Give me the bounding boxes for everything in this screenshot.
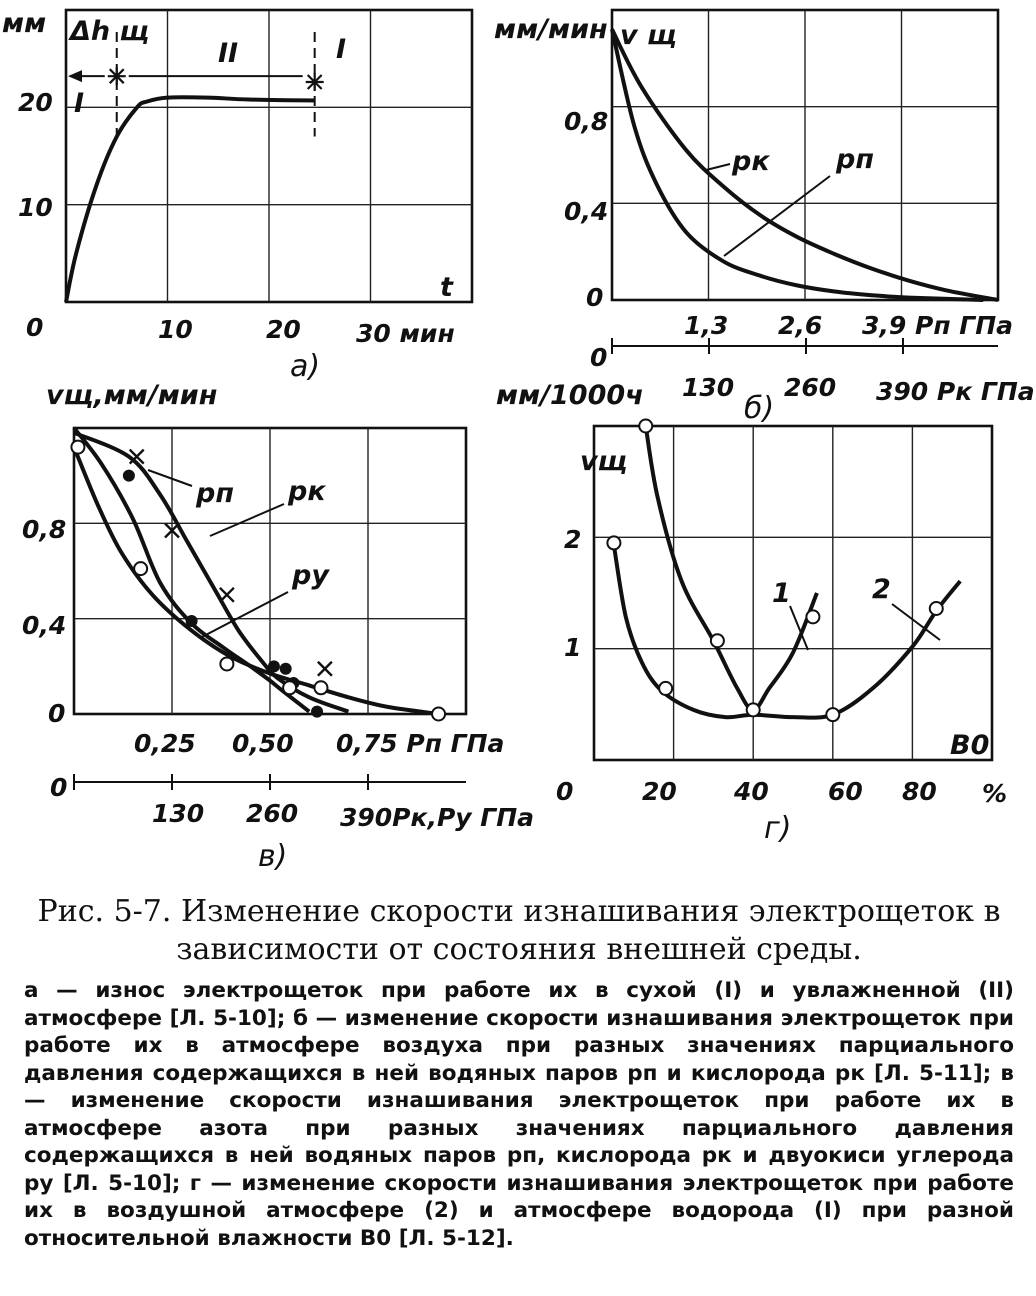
panel-v-pp-point-filled (280, 663, 292, 675)
panel-v-rate-vs-pressure-nitrogen (22, 380, 534, 874)
panel-g-s2-point-open (930, 602, 943, 615)
panel-b-y-label: v щ (620, 20, 677, 51)
panel-v-series-label-pk: pк (288, 476, 326, 507)
panel-a-star-marker (306, 73, 324, 91)
panel-g-y-tick-2: 2 (564, 525, 582, 554)
panel-v-bottom-tick-0: 0 (50, 773, 68, 802)
panel-b-leader-pk (706, 164, 730, 170)
panel-g-x-tick-0: 0 (556, 777, 574, 806)
panel-g-x-tick-percent: % (982, 779, 1008, 808)
panel-a-y-unit: мм (2, 8, 47, 39)
panel-b-series-label-pk: pк (732, 146, 770, 177)
panel-v-pk-point-cross (220, 588, 234, 602)
panel-v-y-label: vщ,мм/мин (46, 380, 218, 411)
panel-g-s1-point-open (806, 610, 819, 623)
panel-a-x-label: t (440, 272, 453, 303)
panel-g-label: г) (764, 811, 792, 846)
panel-g-y-tick-1: 1 (564, 633, 582, 662)
panel-v-series-label-pp: pп (196, 478, 234, 509)
panel-g-s2-point-open (659, 682, 672, 695)
panel-g-s2-point-open (607, 536, 620, 549)
panel-b-y-tick-0: 0 (586, 283, 604, 312)
panel-v-py-point-open (71, 441, 84, 454)
panel-v-pp-point-filled (186, 615, 198, 627)
panel-v-py-point-open (314, 681, 327, 694)
panel-b-bottom-tick-2: 260 (784, 373, 837, 402)
panel-a-y-tick-20: 20 (18, 88, 53, 117)
panel-v-bottom-tick-2: 260 (246, 799, 299, 828)
panel-g-y-label: vщ (580, 446, 628, 477)
panel-b-y-tick-0-4: 0,4 (564, 197, 609, 226)
panel-b-series-label-pp: pп (836, 144, 874, 175)
panel-v-bottom-tick-1: 130 (152, 799, 205, 828)
panel-g-x-tick-40: 40 (734, 777, 769, 806)
panel-b-bottom-tick-1: 130 (682, 373, 735, 402)
panel-v-curve-py (74, 447, 439, 714)
panel-b-rate-vs-pressure-air (494, 10, 1035, 426)
panel-g-s2-point-open (826, 708, 839, 721)
panel-a-zone-label-I-left: I (74, 88, 85, 119)
panel-v-py-point-open (220, 657, 233, 670)
panel-b-y-unit: мм/мин (494, 14, 608, 45)
panel-a-label: а) (290, 349, 321, 384)
panel-a-zone-label-II: II (218, 38, 239, 69)
panel-a-wear-vs-time (2, 8, 472, 384)
panel-b-curve-pp (612, 29, 983, 300)
panel-v-y-tick-0-8: 0,8 (22, 515, 67, 544)
panel-v-py-point-open (134, 562, 147, 575)
panel-a-x-tick-10: 10 (158, 315, 193, 344)
panel-b-y-tick-0-8: 0,8 (564, 107, 609, 136)
panel-v-y-tick-0: 0 (48, 699, 66, 728)
panel-v-leader-py (200, 592, 288, 638)
panel-g-curve-1 (646, 426, 817, 710)
panel-v-label: в) (258, 839, 288, 874)
panel-v-py-point-open (283, 681, 296, 694)
panel-v-pp-point-filled (268, 660, 280, 672)
panel-v-pp-point-filled (123, 470, 135, 482)
panel-g-s1-point-open (747, 703, 760, 716)
panel-a-zone-label-I-right: I (336, 34, 347, 65)
panel-a-wear-curve (66, 97, 315, 302)
panel-a-x-tick-0: 0 (26, 313, 44, 342)
panel-v-series-label-py: pу (292, 560, 329, 591)
panel-v-bottom-tick-3: 390Pк,Pу ГПа (340, 803, 535, 832)
caption-body: а — износ электрощеток при работе их в сухой (I) и увлажненной (II) атмосфере [Л. 5-10]; б — изменение скорости изнашивания электрощеток при работе их в атмосфере воздуха при разных значениях парциального давления содержащихся в ней водяных паров pп и кислорода pк [Л. 5-11]; в — изменение скорости изнашивания электрощеток при работе их в атмосфере азота при разных значениях парциального давления содержащихся в ней водяных паров pп, кислорода pк и двуокиси углерода pу [Л. 5-10]; г — изменение скорости изнашивания электрощеток при работе их в воздушной атмосфере (2) и атмосфере водорода (I) при разной относительной влажности B0 [Л. 5-12]. (24, 978, 1014, 1251)
panel-b-bottom-tick-3: 390 Pк ГПа (876, 377, 1035, 406)
panel-a-y-tick-10: 10 (18, 193, 53, 222)
panel-v-top-tick-3: 0,75 Pп ГПа (336, 729, 505, 758)
panel-g-y-unit: мм/1000ч (496, 380, 644, 411)
panel-v-pp-point-filled (311, 706, 323, 718)
panel-g-series-label-2: 2 (872, 574, 891, 605)
panel-a-star-marker (108, 67, 126, 85)
panel-a-y-label: Δh щ (70, 16, 150, 47)
panel-v-y-tick-0-4: 0,4 (22, 611, 67, 640)
panel-b-top-tick-3: 3,9 Pп ГПа (862, 311, 1014, 340)
panel-a-arrow-head (68, 70, 82, 82)
panel-g-x-label: B0 (950, 730, 990, 761)
panel-a-x-tick-20: 20 (266, 315, 301, 344)
panel-g-s1-point-open (711, 634, 724, 647)
panel-g-series-label-1: 1 (772, 578, 791, 609)
panel-g-x-tick-60: 60 (828, 777, 863, 806)
panel-b-bottom-tick-0: 0 (590, 343, 608, 372)
panel-v-top-tick-1: 0,25 (134, 729, 196, 758)
panel-a-x-tick-30: 30 мин (356, 319, 455, 348)
panel-b-top-tick-1: 1,3 (684, 311, 729, 340)
panel-g-s1-point-open (639, 420, 652, 433)
panel-v-top-tick-2: 0,50 (232, 729, 294, 758)
panel-b-label: б) (744, 391, 775, 426)
caption-title: Рис. 5-7. Изменение скорости изнашивания электрощеток в зависимости от состояния внешней среды. (37, 894, 1001, 967)
panel-g-x-tick-80: 80 (902, 777, 937, 806)
panel-v-py-point-open (432, 708, 445, 721)
panel-g-x-tick-20: 20 (642, 777, 677, 806)
panel-b-top-tick-2: 2,6 (778, 311, 823, 340)
figure-caption (24, 893, 1014, 1252)
panel-g-rate-vs-humidity (496, 380, 1007, 846)
panel-v-pk-point-cross (318, 662, 332, 676)
